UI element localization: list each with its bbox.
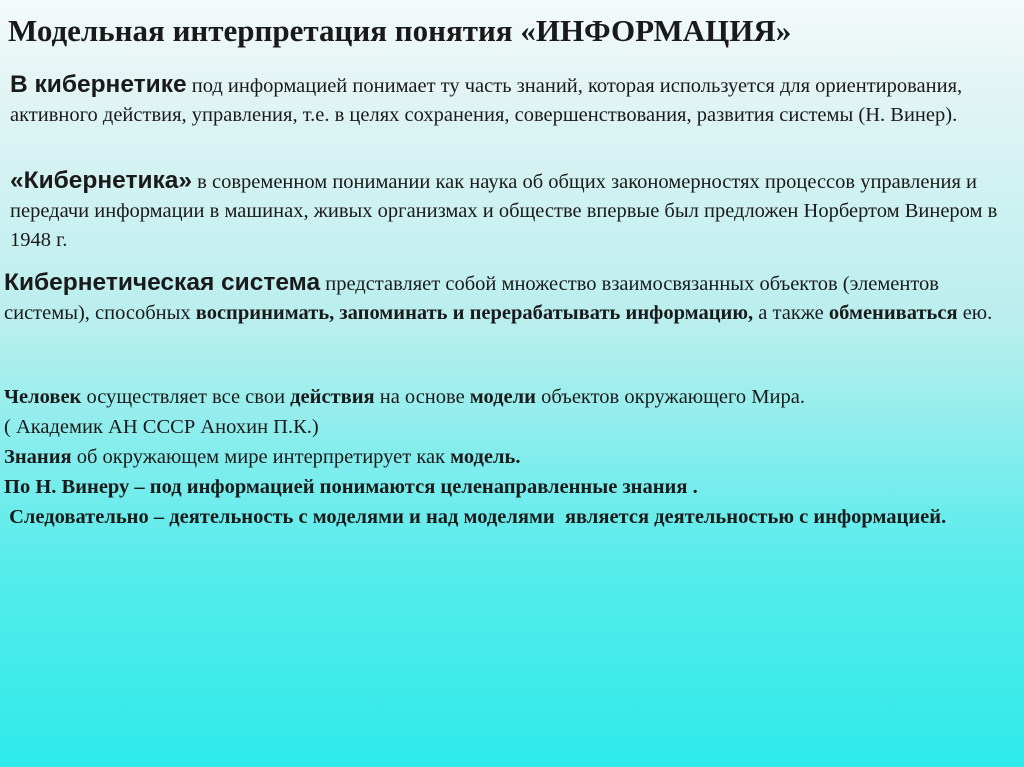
cyber-system-bold-1: воспринимать, запоминать и перерабатывать информацию, [195,302,754,324]
knowledge-text-1: об окружающем мире интерпретирует как [71,446,451,468]
human-bold-2: действия [290,386,375,408]
cybernetics-definition [10,70,1000,130]
cyber-system-bold-2: обмениваться [828,302,958,324]
cybernetics-text: под информацией понимает ту часть знаний, которая используется для ориентирования, активного действия, управления, т.е. в целях сохранения, совершенствования, развития системы (Н. Винер). [10,75,963,126]
knowledge-paragraph [4,442,1014,472]
slide-title: Модельная интерпретация понятия «ИНФОРМАЦИЯ» [8,13,792,48]
cybernetics-science-lead: «Кибернетика» [10,167,193,194]
human-model-section [4,382,1014,532]
human-text-2: на основе [374,386,470,408]
cyber-system-text-2: а также [753,302,829,324]
human-text-1: осуществляет все свои [81,386,291,408]
human-text-3: объектов окружающего Мира. [535,386,805,408]
human-bold-3: модели [469,386,536,408]
knowledge-bold-1: Знания [4,446,72,468]
cybernetics-lead: В кибернетике [10,71,187,98]
human-paragraph [4,382,1014,412]
cybernetics-science-text: в современном понимании как наука об общих закономерностях процессов управления и передачи информации в машинах, живых организмах и обществе впервые был предложен Норбертом Винером в 1948 г. [10,171,998,251]
cybernetics-science [10,166,1000,255]
knowledge-bold-2: модель. [450,446,521,468]
cyber-system [4,268,1014,328]
wiener-paragraph: По Н. Винеру – под информацией понимаются целенаправленные знания . [4,476,698,498]
cyber-system-text-1: представляет собой множество взаимосвязанных объектов (элементов системы), способных [4,273,939,324]
cyber-system-lead: Кибернетическая система [4,269,321,296]
human-citation: ( Академик АН СССР Анохин П.К.) [4,416,319,438]
human-bold-1: Человек [4,386,82,408]
conclusion-paragraph: Следовательно – деятельность с моделями и над моделями является деятельностью с информацией. [4,506,947,528]
cyber-system-text-3: ею. [957,302,993,324]
